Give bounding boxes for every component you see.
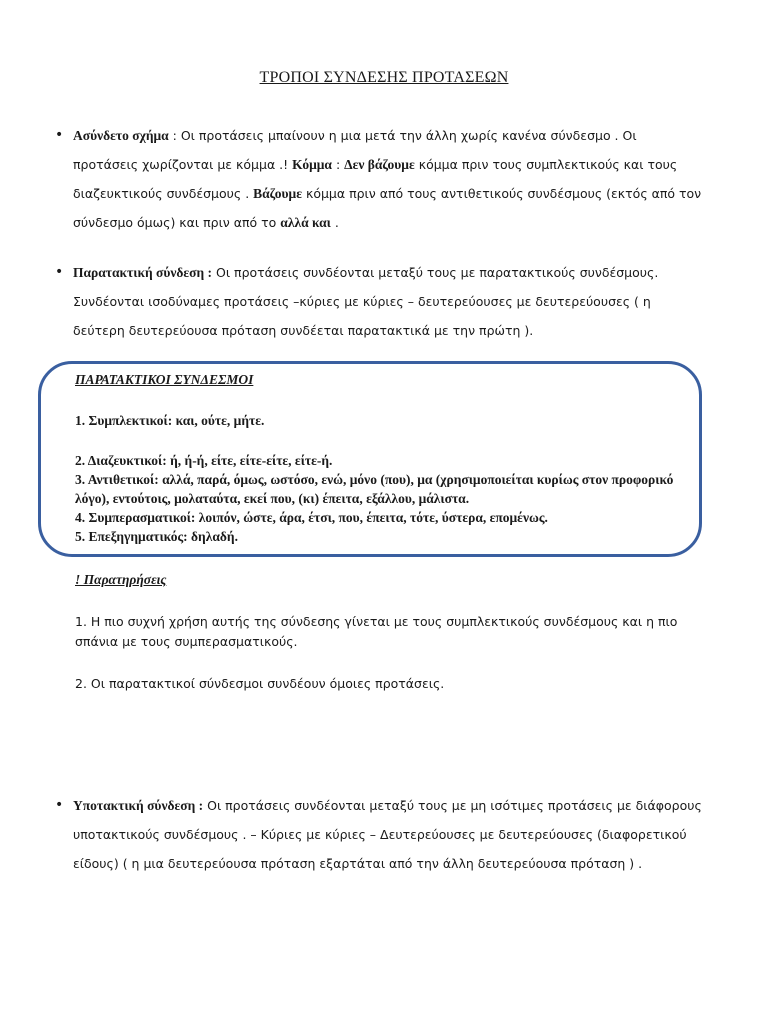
bullet-parataktiki-text <box>73 258 705 345</box>
bullet-dot: • <box>55 127 64 143</box>
text-span: κόμμα πριν από τους αντιθετικούς συνδέσμους (εκτός από τον σύνδεσμο όμως) και πριν από το <box>73 186 702 230</box>
text-span: : Οι προτάσεις μπαίνουν η μια μετά την άλλη χωρίς κανένα σύνδεσμο . Οι προτάσεις χωρίζονται με κόμμα .! <box>73 128 637 172</box>
box-line-4: 4. Συμπερασματικοί: λοιπόν, ώστε, άρα, έτσι, που, έπειτα, τότε, ύστερα, επομένως. <box>75 510 548 525</box>
box-heading: ΠΑΡΑΤΑΚΤΙΚΟΙ ΣΥΝΔΕΣΜΟΙ <box>75 372 254 387</box>
bullet-dot: • <box>55 797 64 813</box>
box-line-2: 2. Διαζευκτικοί: ή, ή-ή, είτε, είτε-είτε, είτε-ή. <box>75 453 333 468</box>
document-title: ΤΡΟΠΟΙ ΣΥΝΔΕΣΗΣ ΠΡΟΤΑΣΕΩΝ <box>259 69 509 86</box>
bold-span: αλλά και <box>280 215 331 230</box>
note-2: 2. Οι παρατακτικοί σύνδεσμοι συνδέουν όμοιες προτάσεις. <box>75 676 445 691</box>
bold-span: Δεν βάζουμε <box>344 157 415 172</box>
box-line-5: 5. Επεξηγηματικός: δηλαδή. <box>75 529 238 544</box>
bullet-dot: • <box>55 264 64 280</box>
bullet-ypotaktiki <box>55 791 705 878</box>
term-asyndeto: Ασύνδετο σχήμα <box>73 128 169 143</box>
note-1: 1. Η πιο συχνή χρήση αυτής της σύνδεσης γίνεται με τους συμπλεκτικούς συνδέσμους και η πιο σπάνια με τους συμπερασματικούς. <box>75 614 678 649</box>
text-span: Οι προτάσεις συνδέονται μεταξύ τους με μη ισότιμες προτάσεις με διάφορους υποτακτικούς συνδέσμους . – Κύριες με κύριες – Δευτερεύουσες με δευτερεύουσες (διαφορετικού είδους) ( η μια δευτερεύουσα πρόταση εξαρτάται από την άλλη δευτερεύουσα πρόταση ) . <box>73 798 702 871</box>
box-line-1: 1. Συμπλεκτικοί: και, ούτε, μήτε. <box>75 413 265 428</box>
term-ypotaktiki: Υποτακτική σύνδεση : <box>73 798 204 813</box>
term-parataktiki: Παρατακτική σύνδεση : <box>73 265 213 280</box>
conjunctions-box-content <box>75 370 695 546</box>
bold-span: Βάζουμε <box>253 186 302 201</box>
bullet-ypotaktiki-text <box>73 791 705 878</box>
text-span: κόμμα πριν τους συμπλεκτικούς και τους διαζευκτικούς συνδέσμους . <box>73 157 678 201</box>
bullet-parataktiki <box>55 258 705 345</box>
text-span: : <box>331 157 345 172</box>
bullet-asyndeto <box>55 121 705 237</box>
text-span: . <box>330 215 339 230</box>
box-line-3: 3. Αντιθετικοί: αλλά, παρά, όμως, ωστόσο, ενώ, μόνο (που), μα (χρησιμοποιείται κυρίως στον προφορικό λόγο), εντούτοις, μολαταύτα, εκεί που, (κι) έπειτα, εξάλλου, μάλιστα. <box>75 472 674 506</box>
bullet-asyndeto-text <box>73 121 705 237</box>
text-span: Οι προτάσεις συνδέονται μεταξύ τους με παρατακτικούς συνδέσμους. Συνδέονται ισοδύναμες προτάσεις –κύριες με κύριες – δευτερεύουσες με δευτερεύουσες ( η δεύτερη δευτερεύουσα πρόταση συνδέεται παρατακτικά με την πρώτη ). <box>73 265 659 338</box>
bold-span: Κόμμα <box>292 157 332 172</box>
notes-heading: ! Παρατηρήσεις <box>75 572 167 587</box>
